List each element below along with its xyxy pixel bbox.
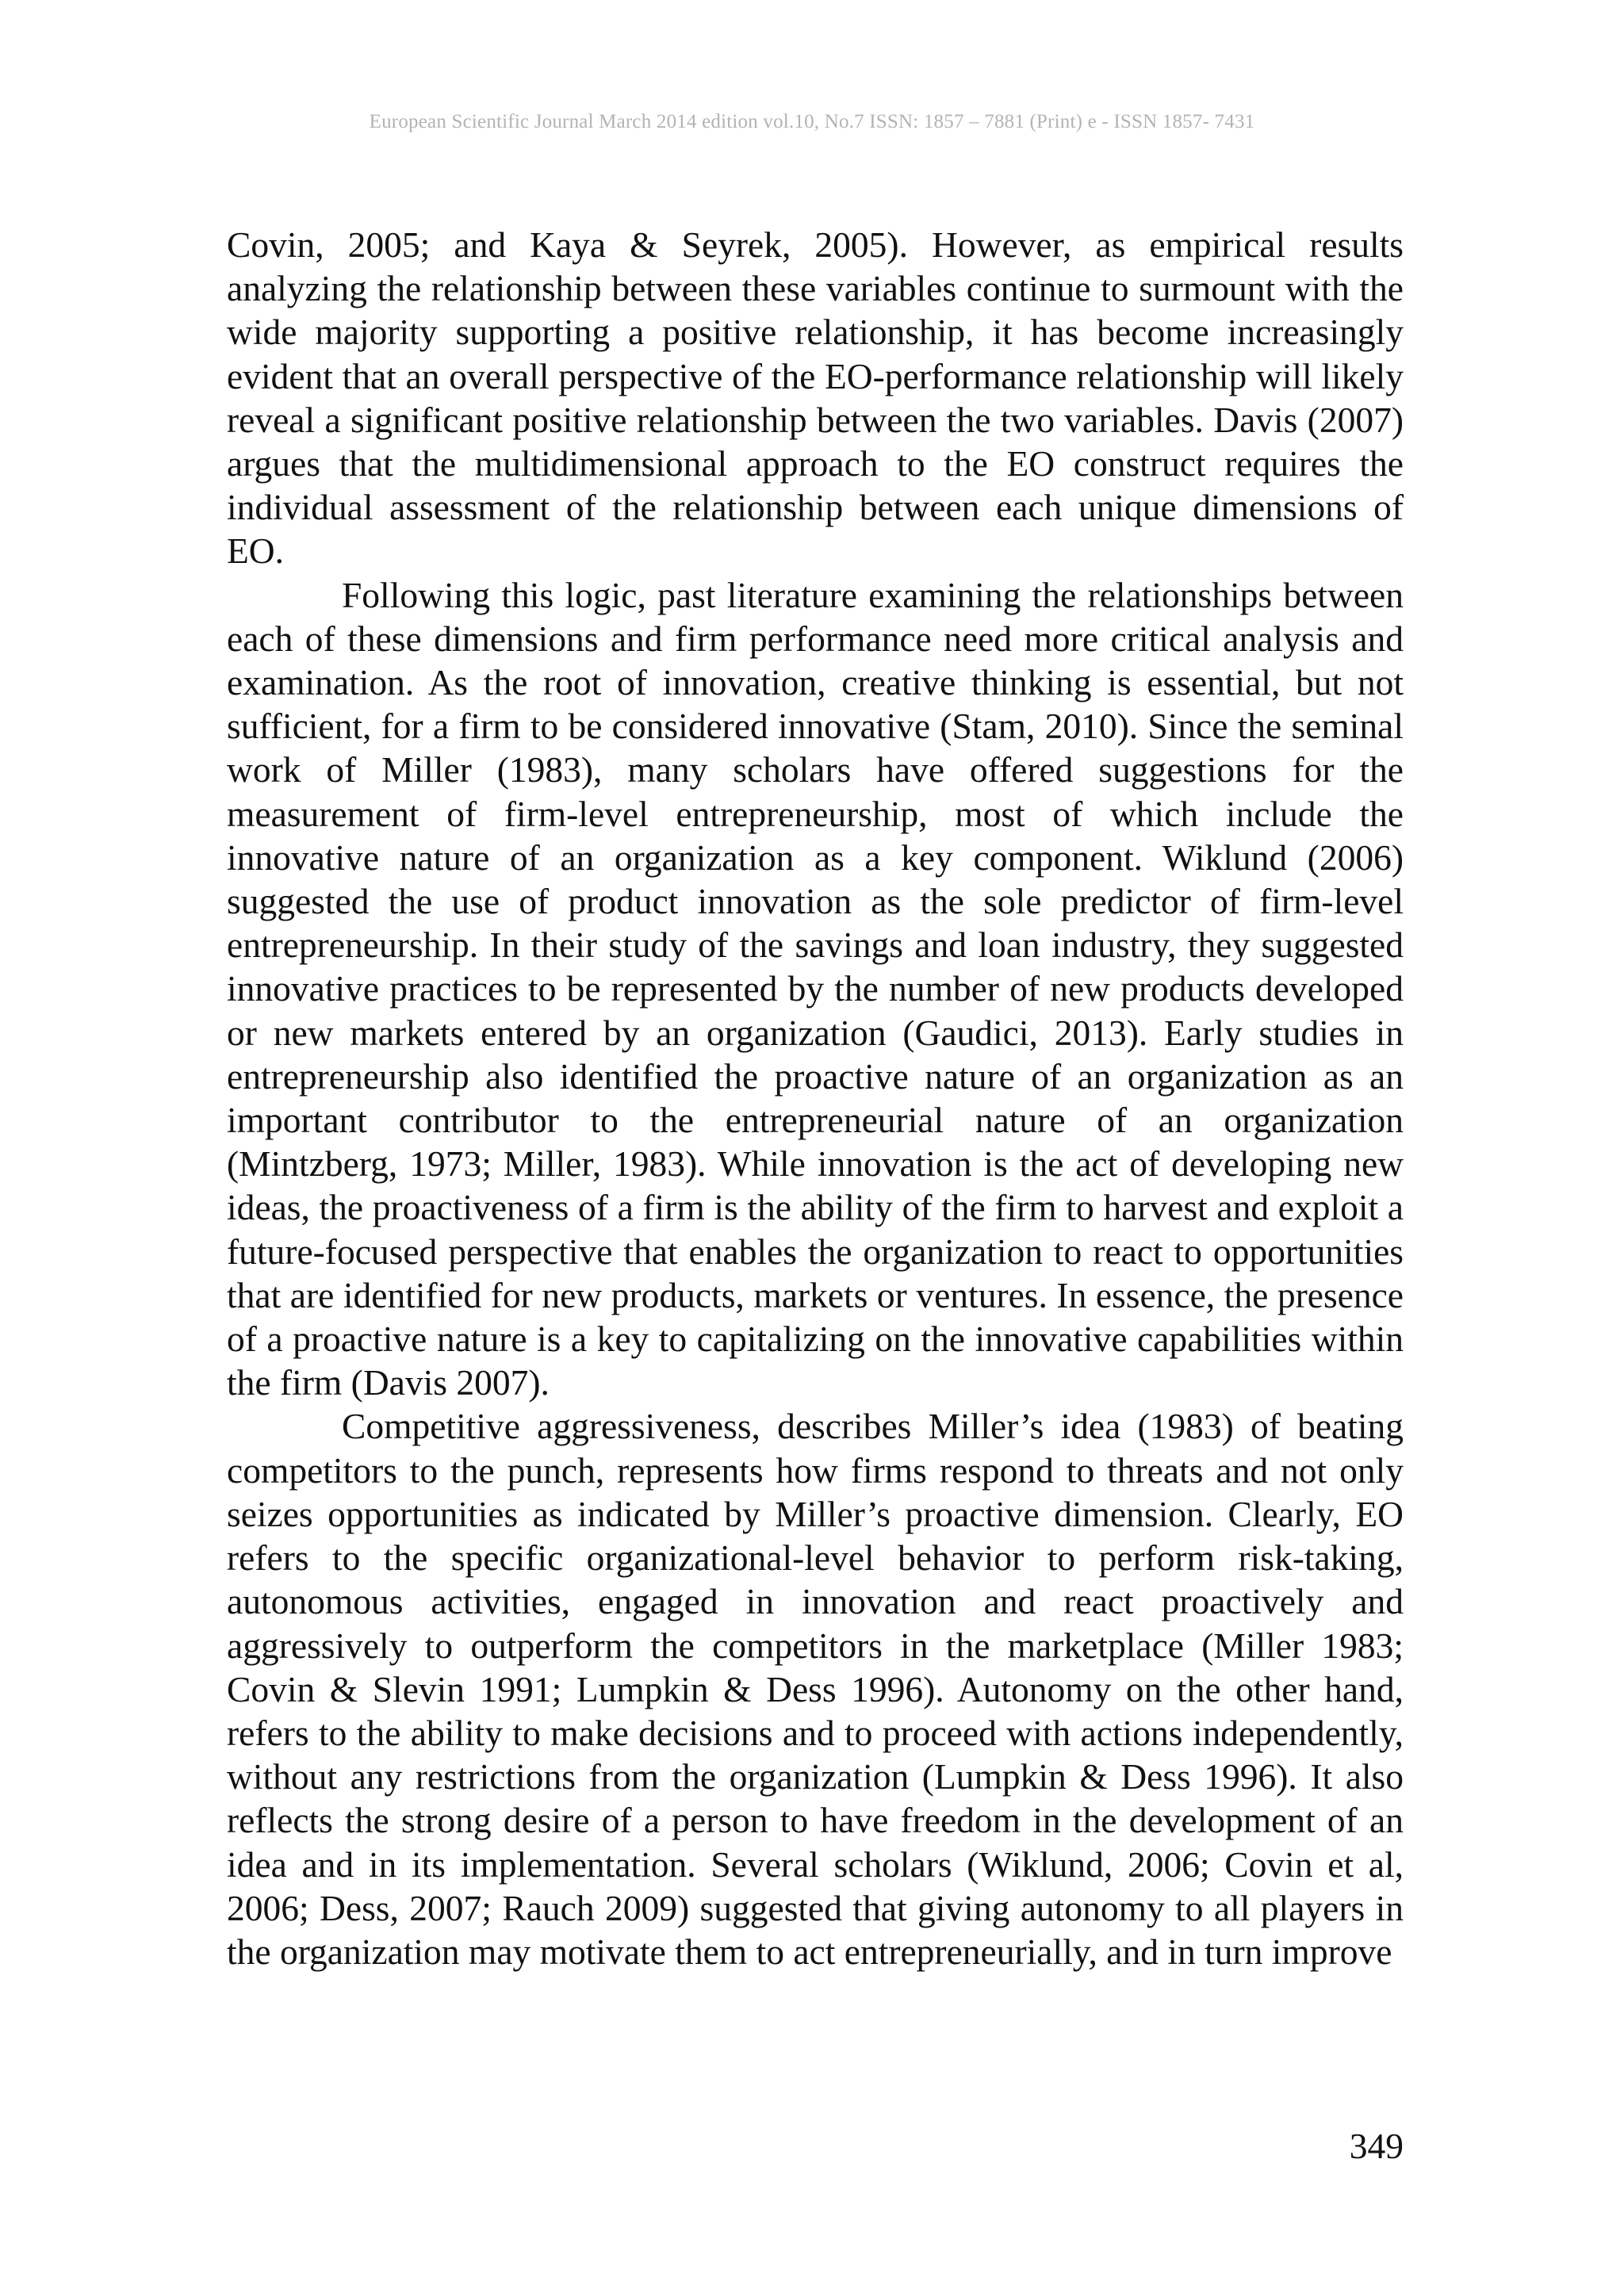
- body-text: [227, 223, 1404, 1973]
- running-header: European Scientific Journal March 2014 edition vol.10, No.7 ISSN: 1857 – 7881 (Print) e - ISSN 1857- 7431: [369, 111, 1255, 132]
- paragraph-2: Following this logic, past literature examining the relationships between each of these dimensions and firm performance need more critical analysis and examination. As the root of innovation, creative thinking is essential, but not sufficient, for a firm to be considered innovative (Stam, 2010). Since the seminal work of Miller (1983), many scholars have offered suggestions for the measurement of firm-level entrepreneurship, most of which include the innovative nature of an organization as a key component. Wiklund (2006) suggested the use of product innovation as the sole predictor of firm-level entrepreneurship. In their study of the savings and loan industry, they suggested innovative practices to be represented by the number of new products developed or new markets entered by an organization (Gaudici, 2013). Early studies in entrepreneurship also identified the proactive nature of an organization as an important contributor to the entrepreneurial nature of an organization (Mintzberg, 1973; Miller, 1983). While innovation is the act of developing new ideas, the proactiveness of a firm is the ability of the firm to harvest and exploit a future-focused perspective that enables the organization to react to opportunities that are identified for new products, markets or ventures. In essence, the presence of a proactive nature is a key to capitalizing on the innovative capabilities within the firm (Davis 2007).: [227, 574, 1404, 1403]
- paragraph-1: Covin, 2005; and Kaya & Seyrek, 2005). However, as empirical results analyzing the relationship between these variables continue to surmount with the wide majority supporting a positive relationship, it has become increasingly evident that an overall perspective of the EO-performance relationship will likely reveal a significant positive relationship between the two variables. Davis (2007) argues that the multidimensional approach to the EO construct requires the individual assessment of the relationship between each unique dimensions of EO.: [227, 224, 1404, 572]
- page-number: 349: [1349, 2126, 1404, 2166]
- paragraph-3: Competitive aggressiveness, describes Miller’s idea (1983) of beating competitors to the punch, represents how firms respond to threats and not only seizes opportunities as indicated by Miller’s proactive dimension. Clearly, EO refers to the specific organizational-level behavior to perform risk-taking, autonomous activities, engaged in innovation and react proactively and aggressively to outperform the competitors in the marketplace (Miller 1983; Covin & Slevin 1991; Lumpkin & Dess 1996). Autonomy on the other hand, refers to the ability to make decisions and to proceed with actions independently, without any restrictions from the organization (Lumpkin & Dess 1996). It also reflects the strong desire of a person to have freedom in the development of an idea and in its implementation. Several scholars (Wiklund, 2006; Covin et al, 2006; Dess, 2007; Rauch 2009) suggested that giving autonomy to all players in the organization may motivate them to act entrepreneurially, and in turn improve: [227, 1406, 1404, 1972]
